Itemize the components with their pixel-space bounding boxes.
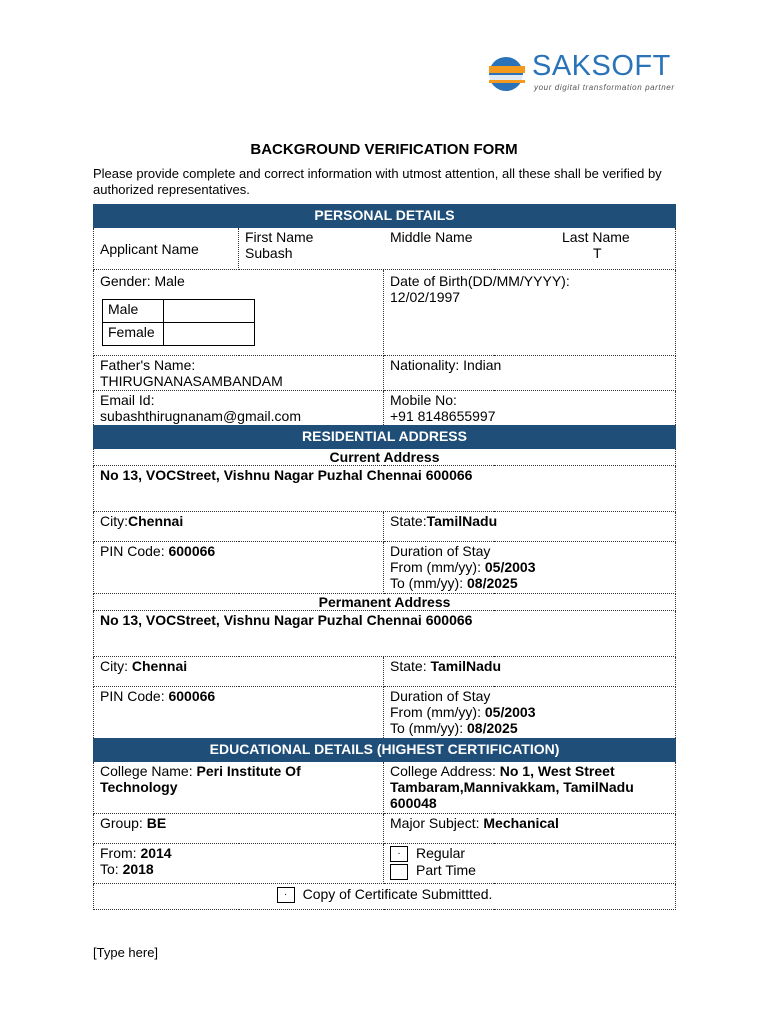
father-name-cell[interactable] (94, 356, 384, 391)
verification-form-table (93, 204, 676, 910)
gender-cell (94, 270, 384, 356)
first-name-label: First Name (245, 229, 314, 245)
current-pin-value: 600066 (168, 543, 216, 559)
dob-cell[interactable] (384, 270, 676, 356)
current-from-label: From (mm/yy): (390, 559, 485, 575)
current-state-cell[interactable] (384, 512, 676, 542)
gender-option-male: Male (103, 300, 164, 323)
permanent-duration-cell[interactable] (384, 687, 676, 739)
current-from-value: 05/2003 (484, 559, 536, 575)
logo-tagline: your digital transformation partner (534, 83, 675, 92)
current-state-value: TamilNadu (426, 513, 498, 529)
certificate-label: Copy of Certificate Submittted. (302, 886, 493, 902)
certificate-cell (94, 884, 676, 910)
permanent-city-cell[interactable] (94, 657, 384, 687)
form-title: BACKGROUND VERIFICATION FORM (250, 141, 518, 158)
permanent-city-label: City: (100, 658, 132, 674)
father-name-value: THIRUGNANASAMBANDAM (100, 373, 283, 389)
applicant-name-cell[interactable] (239, 228, 676, 270)
permanent-to-value: 08/2025 (467, 720, 518, 736)
current-city-value: Chennai (128, 513, 184, 529)
last-name-label: Last Name (562, 229, 630, 245)
study-to-label: To: (100, 861, 123, 877)
educational-details-header: EDUCATIONAL DETAILS (HIGHEST CERTIFICATION) (94, 739, 676, 762)
current-to-value: 08/2025 (467, 575, 518, 591)
major-subject-value: Mechanical (483, 815, 559, 831)
current-duration-label: Duration of Stay (390, 543, 491, 559)
saksoft-logo (488, 50, 678, 94)
regular-label: Regular (416, 845, 466, 861)
dob-label: Date of Birth(DD/MM/YYYY): (390, 273, 570, 289)
permanent-to-label: To (mm/yy): (390, 720, 467, 736)
college-address-value: No 1, West Street Tambaram,Mannivakkam, TamilNadu 600048 (390, 763, 634, 811)
study-period-cell[interactable] (94, 844, 384, 884)
permanent-pin-value: 600066 (168, 688, 216, 704)
permanent-pin-label: PIN Code: (100, 688, 169, 704)
mobile-value: +91 8148655997 (390, 408, 496, 424)
middle-name-label: Middle Name (390, 229, 473, 245)
gender-male-box[interactable] (164, 300, 255, 323)
current-address-value[interactable]: No 13, VOCStreet, Vishnu Nagar Puzhal Chennai 600066 (94, 466, 676, 512)
gender-female-box[interactable] (164, 323, 255, 346)
current-state-label: State: (390, 513, 427, 529)
saksoft-logo-icon (488, 54, 528, 94)
current-to-label: To (mm/yy): (390, 575, 467, 591)
permanent-from-value: 05/2003 (484, 704, 536, 720)
current-pin-label: PIN Code: (100, 543, 169, 559)
intro-text: Please provide complete and correct information with utmost attention, all these shall be verified by authorized representatives. (93, 166, 662, 197)
dob-value: 12/02/1997 (390, 289, 461, 305)
email-value: subashthirugnanam@gmail.com (100, 408, 301, 424)
applicant-name-label: Applicant Name (94, 228, 239, 270)
permanent-state-value: TamilNadu (430, 658, 501, 674)
mobile-cell[interactable] (384, 391, 676, 426)
regular-checkbox[interactable]: . (390, 846, 408, 862)
college-address-label: College Address: (390, 763, 500, 779)
study-from-label: From: (100, 845, 141, 861)
permanent-pin-cell[interactable] (94, 687, 384, 739)
study-mode-cell (384, 844, 676, 884)
permanent-address-title: Permanent Address (94, 594, 676, 611)
major-subject-label: Major Subject: (390, 815, 484, 831)
certificate-checkbox[interactable]: . (277, 887, 295, 903)
group-label: Group: (100, 815, 147, 831)
gender-text: Gender: Male (100, 273, 185, 289)
last-name-value: T (593, 245, 602, 261)
current-duration-cell[interactable] (384, 542, 676, 594)
group-value: BE (146, 815, 167, 831)
part-time-label: Part Time (416, 862, 476, 879)
major-subject-cell[interactable] (384, 814, 676, 844)
college-name-cell[interactable] (94, 762, 384, 814)
first-name-value: Subash (245, 245, 293, 261)
part-time-checkbox[interactable] (390, 864, 408, 880)
personal-details-header: PERSONAL DETAILS (94, 205, 676, 228)
email-label: Email Id: (100, 392, 155, 408)
college-name-value: Peri Institute Of Technology (100, 763, 301, 795)
permanent-state-cell[interactable] (384, 657, 676, 687)
permanent-city-value: Chennai (131, 658, 188, 674)
study-to-value: 2018 (122, 861, 154, 877)
father-name-label: Father's Name: (100, 357, 196, 373)
college-address-cell[interactable] (384, 762, 676, 814)
nationality-cell[interactable]: Nationality: Indian (384, 356, 676, 391)
gender-options-table (102, 299, 255, 346)
permanent-state-label: State: (390, 658, 431, 674)
study-from-value: 2014 (140, 845, 172, 861)
permanent-from-label: From (mm/yy): (390, 704, 485, 720)
current-address-title: Current Address (94, 449, 676, 466)
permanent-duration-label: Duration of Stay (390, 688, 491, 704)
logo-wordmark: SAKSOFT (532, 50, 671, 82)
email-cell[interactable] (94, 391, 384, 426)
current-pin-cell[interactable] (94, 542, 384, 594)
gender-option-female: Female (103, 323, 164, 346)
permanent-address-value[interactable]: No 13, VOCStreet, Vishnu Nagar Puzhal Chennai 600066 (94, 611, 676, 657)
mobile-label: Mobile No: (390, 392, 457, 408)
current-city-label: City: (100, 513, 128, 529)
footer-placeholder: [Type here] (93, 945, 159, 960)
college-name-label: College Name: (100, 763, 197, 779)
residential-address-header: RESIDENTIAL ADDRESS (94, 426, 676, 449)
current-city-cell[interactable] (94, 512, 384, 542)
group-cell[interactable] (94, 814, 384, 844)
